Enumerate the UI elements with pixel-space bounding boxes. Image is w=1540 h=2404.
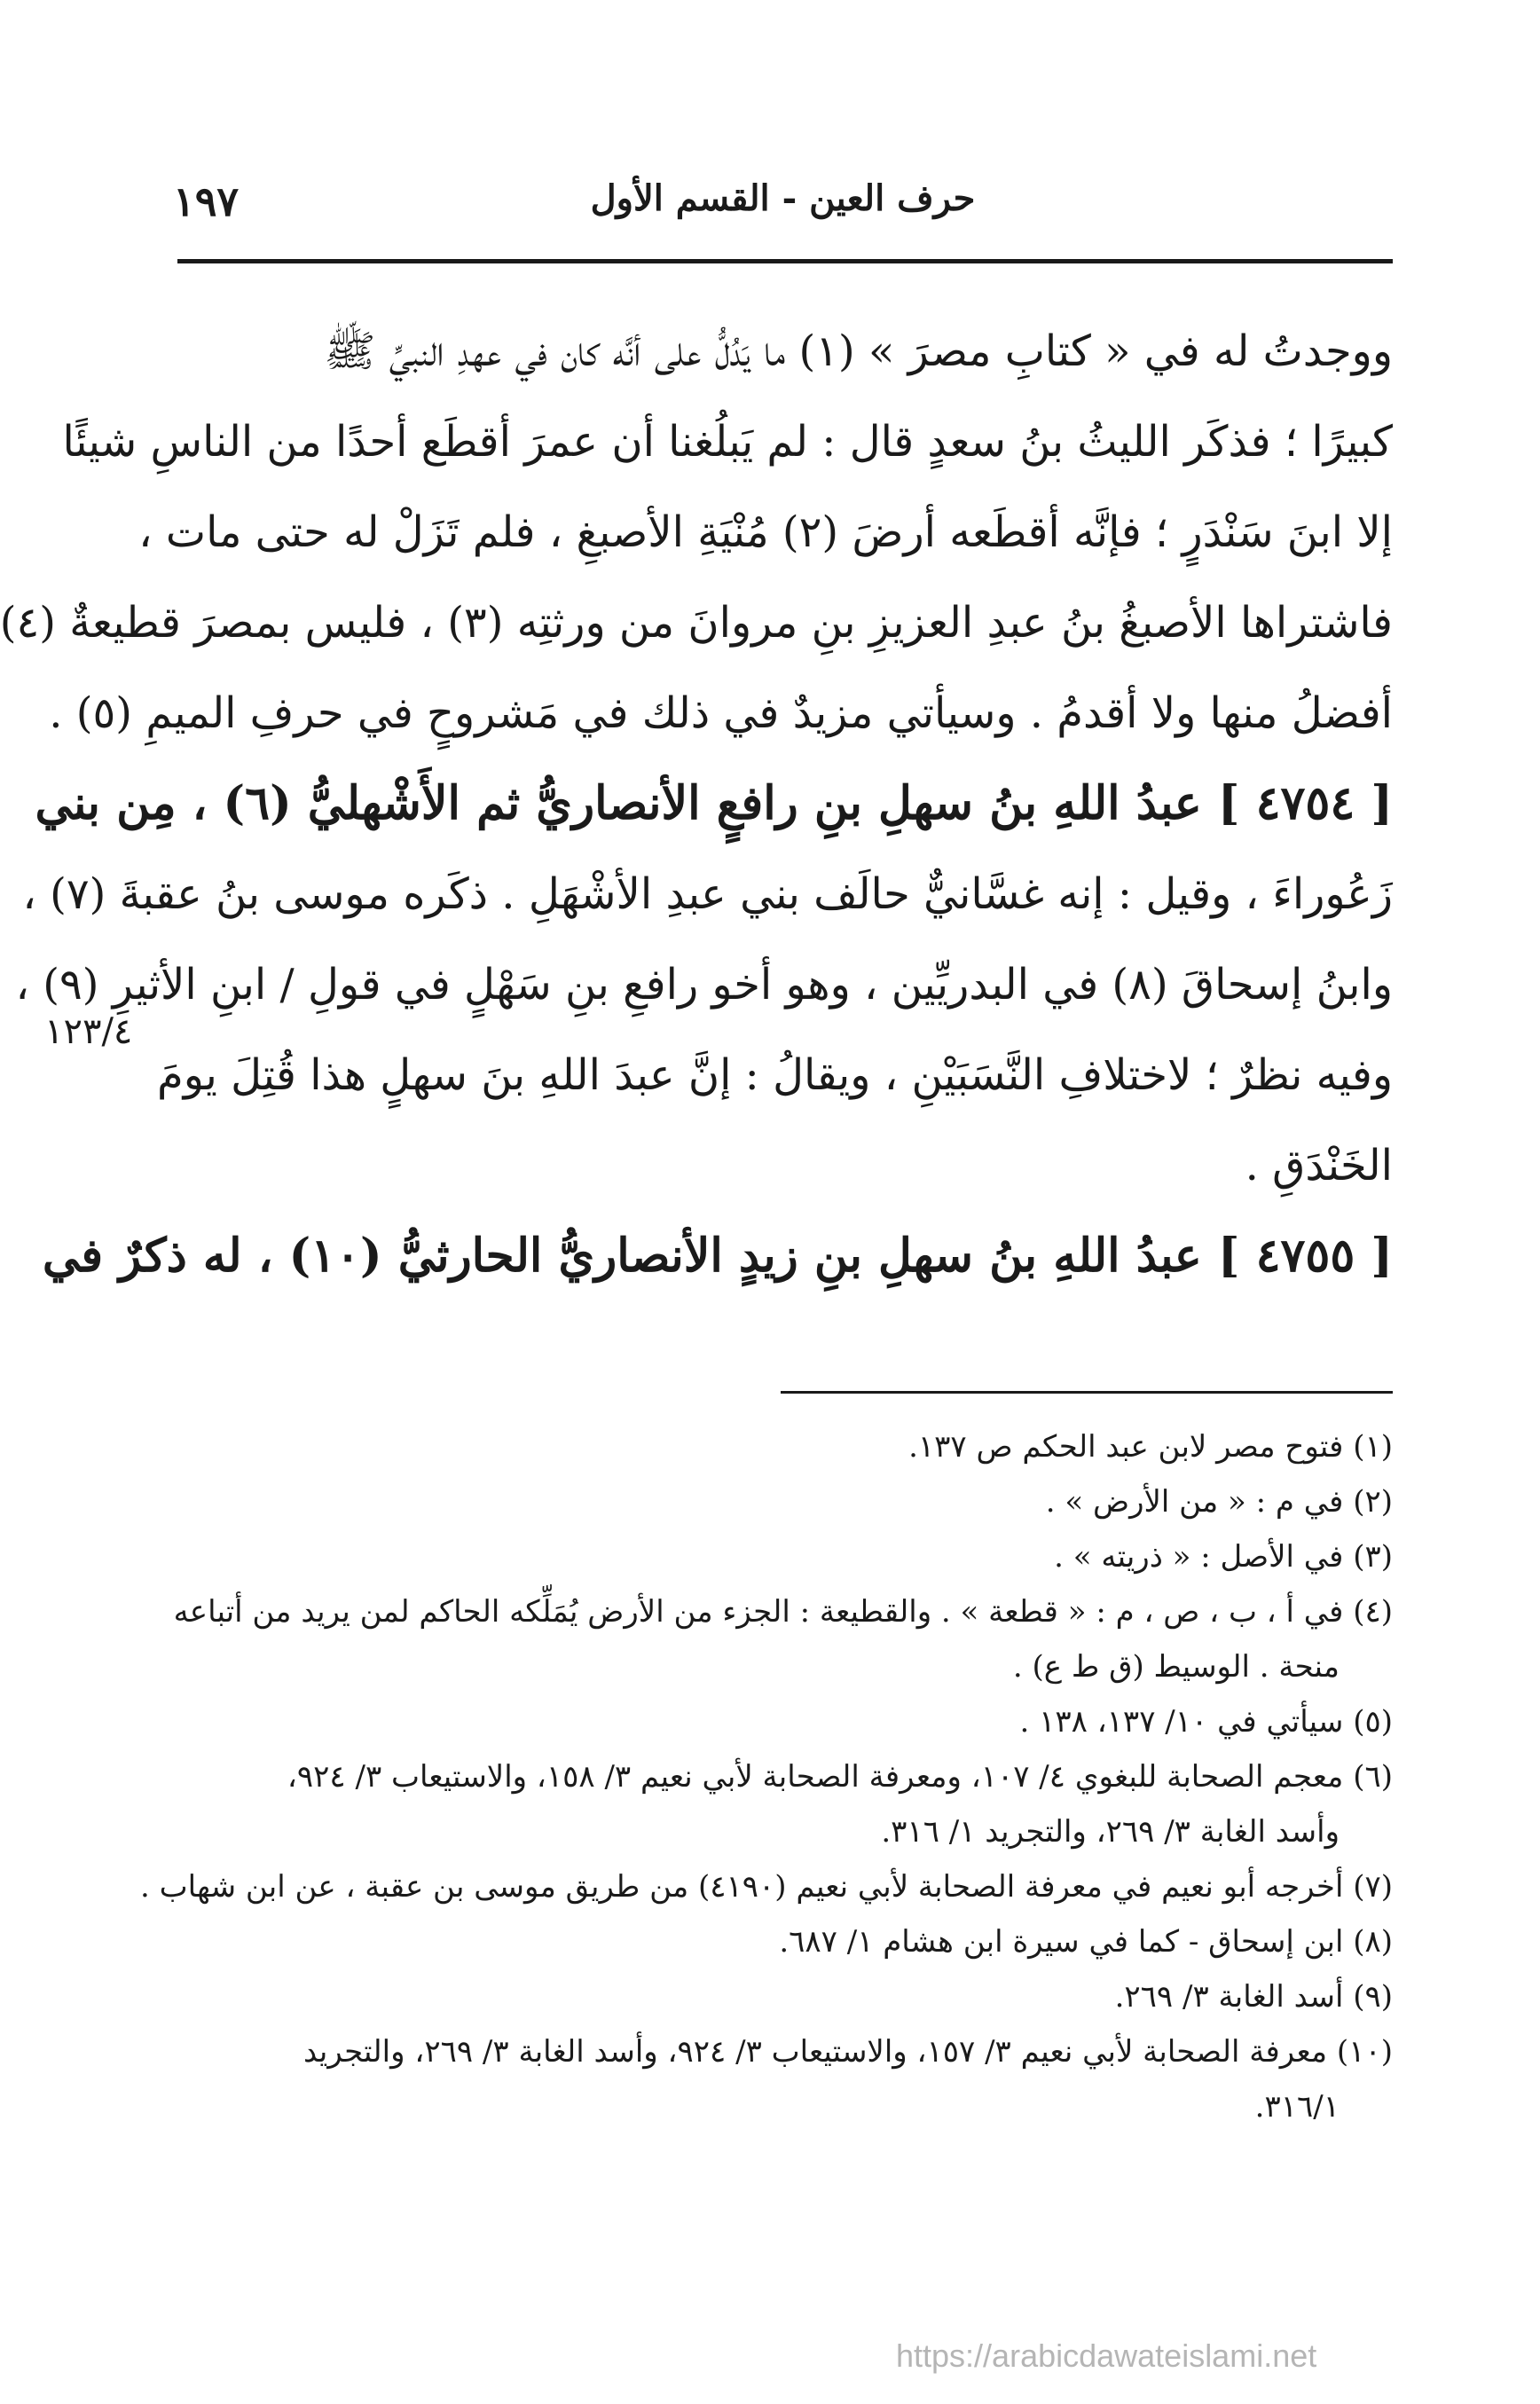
footnote: (٩) أسد الغابة ٣/ ٢٦٩.: [1114, 1979, 1393, 2015]
running-head: حرف العين - القسم الأول: [590, 177, 976, 219]
footnote-continuation: منحة . الوسيط (ق ط ع) .: [1012, 1649, 1340, 1685]
footnote-continuation: ٣١٦/١.: [1254, 2089, 1340, 2125]
footnote: (٥) سيأتي في ١٠/ ١٣٧، ١٣٨ .: [1019, 1704, 1393, 1740]
footnote: (١) فتوح مصر لابن عبد الحكم ص ١٣٧.: [908, 1429, 1393, 1465]
entry-heading-4755: [ ٤٧٥٥ ] عبدُ اللهِ بنُ سهلِ بنِ زيدٍ الأنصاريُّ الحارثيُّ (١٠) ، له ذكرٌ في: [42, 1229, 1393, 1283]
footnote-rule: [781, 1391, 1393, 1394]
footnote: (٨) ابن إسحاق - كما في سيرة ابن هشام ١/ ٦٨٧.: [779, 1924, 1393, 1960]
footnote-continuation: وأسد الغابة ٣/ ٢٦٩، والتجريد ١/ ٣١٦.: [881, 1814, 1340, 1850]
text-line: إلا ابنَ سَنْدَرٍ ؛ فإنَّه أقطَعه أرضَ (٢) مُنْيَةِ الأصبغِ ، فلم تَزَلْ له حتى مات ،: [138, 507, 1393, 557]
entry-heading-4754: [ ٤٧٥٤ ] عبدُ اللهِ بنُ سهلِ بنِ رافعٍ الأنصاريُّ ثم الأَشْهليُّ (٦) ، مِن بني: [35, 776, 1393, 830]
text-line: كبيرًا ؛ فذكَر الليثُ بنُ سعدٍ قال : لم يَبلُغنا أن عمرَ أقطَع أحدًا من الناسِ شيئًا: [62, 417, 1393, 467]
footnote: (١٠) معرفة الصحابة لأبي نعيم ٣/ ١٥٧، والاستيعاب ٣/ ٩٢٤، وأسد الغابة ٣/ ٢٦٩، والتجريد: [303, 2034, 1393, 2070]
watermark-url: https://arabicdawateislami.net: [896, 2337, 1317, 2374]
footnote: (٦) معجم الصحابة للبغوي ٤/ ١٠٧، ومعرفة الصحابة لأبي نعيم ٣/ ١٥٨، والاستيعاب ٣/ ٩٢٤،: [287, 1759, 1393, 1795]
text-line: ووجدتُ له في « كتابِ مصرَ » (١) ما يَدُلُّ على أنَّه كان في عهدِ النبيِّ ﷺ: [324, 326, 1393, 376]
footnote: (٢) في م : « من الأرض » .: [1045, 1484, 1393, 1520]
text-line: فاشتراها الأصبغُ بنُ عبدِ العزيزِ بنِ مروانَ من ورثتِه (٣) ، فليس بمصرَ قطيعةٌ (٤): [0, 598, 1393, 648]
footnote: (٤) في أ ، ب ، ص ، م : « قطعة » . والقطيعة : الجزء من الأرض يُمَلِّكه الحاكم لمن يريد من أتباعه: [173, 1594, 1393, 1630]
page-header: [173, 177, 1393, 240]
text-line: وابنُ إسحاقَ (٨) في البدريِّين ، وهو أخو رافعِ بنِ سَهْلٍ في قولِ / ابنِ الأثيرِ (٩) ،: [15, 960, 1393, 1010]
header-rule: [177, 259, 1393, 263]
margin-reference: ١٢٣/٤: [44, 1011, 133, 1052]
text-line: أفضلُ منها ولا أقدمُ . وسيأتي مزيدٌ في ذلك في مَشروحٍ في حرفِ الميمِ (٥) .: [49, 688, 1393, 738]
text-line: وفيه نظرٌ ؛ لاختلافِ النَّسَبَيْنِ ، ويقالُ : إنَّ عبدَ اللهِ بنَ سهلٍ هذا قُتِلَ يومَ: [157, 1050, 1393, 1100]
page-number: ١٩٧: [173, 177, 240, 225]
footnotes: [139, 1419, 1393, 2134]
text-line: الخَنْدَقِ .: [1245, 1141, 1393, 1190]
footnote: (٣) في الأصل : « ذريته » .: [1054, 1539, 1393, 1575]
footnote: (٧) أخرجه أبو نعيم في معرفة الصحابة لأبي نعيم (٤١٩٠) من طريق موسى بن عقبة ، عن ابن شهاب .: [139, 1869, 1393, 1905]
text-line: زَعُوراءَ ، وقيل : إنه غسَّانيٌّ حالَف بني عبدِ الأشْهَلِ . ذكَره موسى بنُ عقبةَ (٧) ،: [22, 869, 1393, 919]
